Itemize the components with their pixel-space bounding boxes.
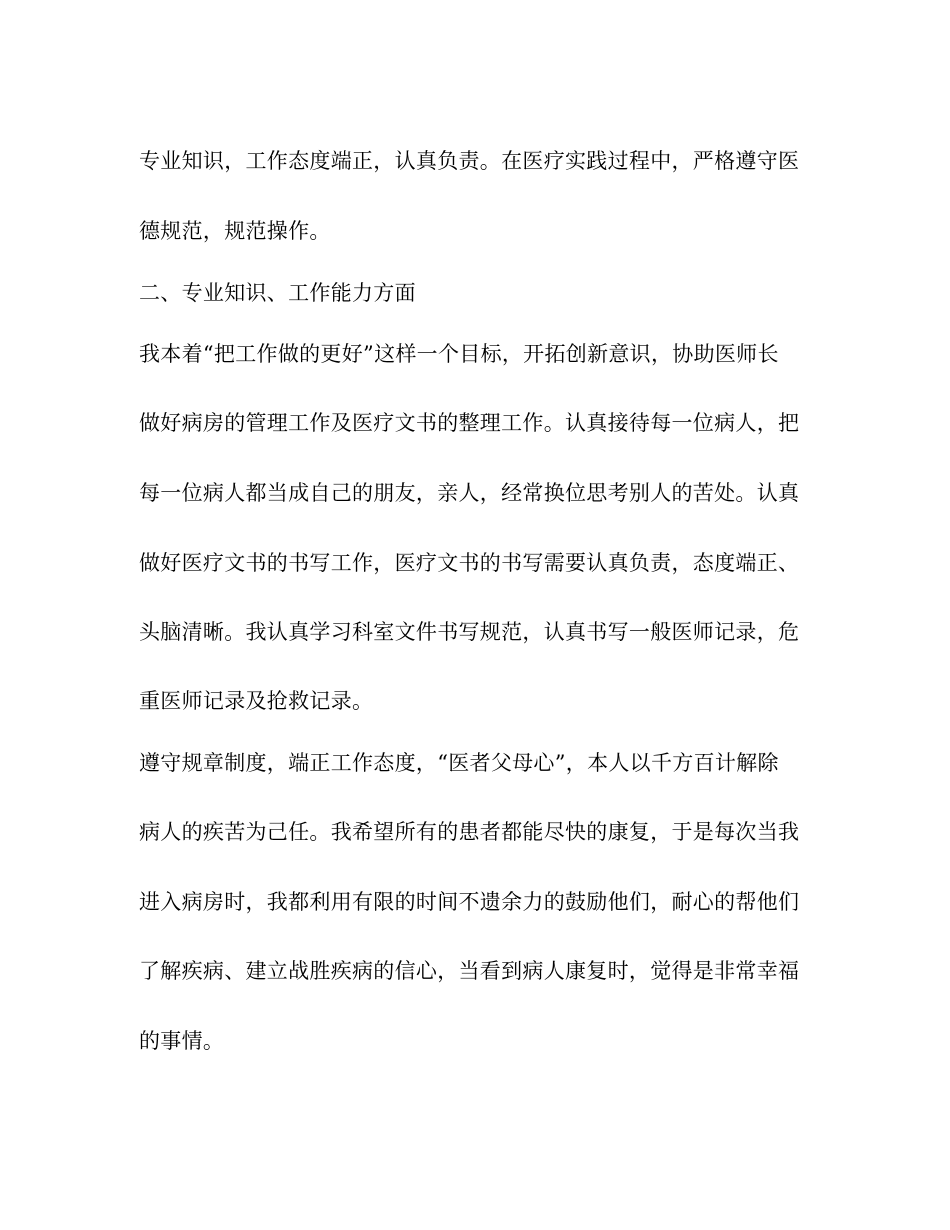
text-line: 重医师记录及抢救记录。 [139, 689, 374, 713]
text-line: 的事情。 [139, 1029, 225, 1053]
text-line: 遵守规章制度，端正工作态度，“医者父母心”，本人以千方百计解除 [139, 751, 779, 775]
text-line: 进入病房时，我都利用有限的时间不遗余力的鼓励他们，耐心的帮他们 [139, 890, 800, 914]
text-line: 专业知识，工作态度端正，认真负责。在医疗实践过程中，严格遵守医 [139, 149, 800, 173]
text-line: 做好病房的管理工作及医疗文书的整理工作。认真接待每一位病人，把 [139, 411, 800, 435]
text-line: 我本着“把工作做的更好”这样一个目标，开拓创新意识，协助医师长 [139, 342, 779, 366]
text-line: 头脑清晰。我认真学习科室文件书写规范，认真书写一般医师记录，危 [139, 620, 800, 644]
text-line: 德规范，规范操作。 [139, 219, 331, 243]
text-line: 病人的疾苦为己任。我希望所有的患者都能尽快的康复，于是每次当我 [139, 820, 800, 844]
text-line: 做好医疗文书的书写工作，医疗文书的书写需要认真负责，态度端正、 [139, 551, 800, 575]
text-line: 了解疾病、建立战胜疾病的信心，当看到病人康复时，觉得是非常幸福 [139, 959, 800, 983]
section-heading: 二、专业知识、工作能力方面 [139, 281, 416, 305]
text-line: 每一位病人都当成自己的朋友，亲人，经常换位思考别人的苦处。认真 [139, 481, 800, 505]
